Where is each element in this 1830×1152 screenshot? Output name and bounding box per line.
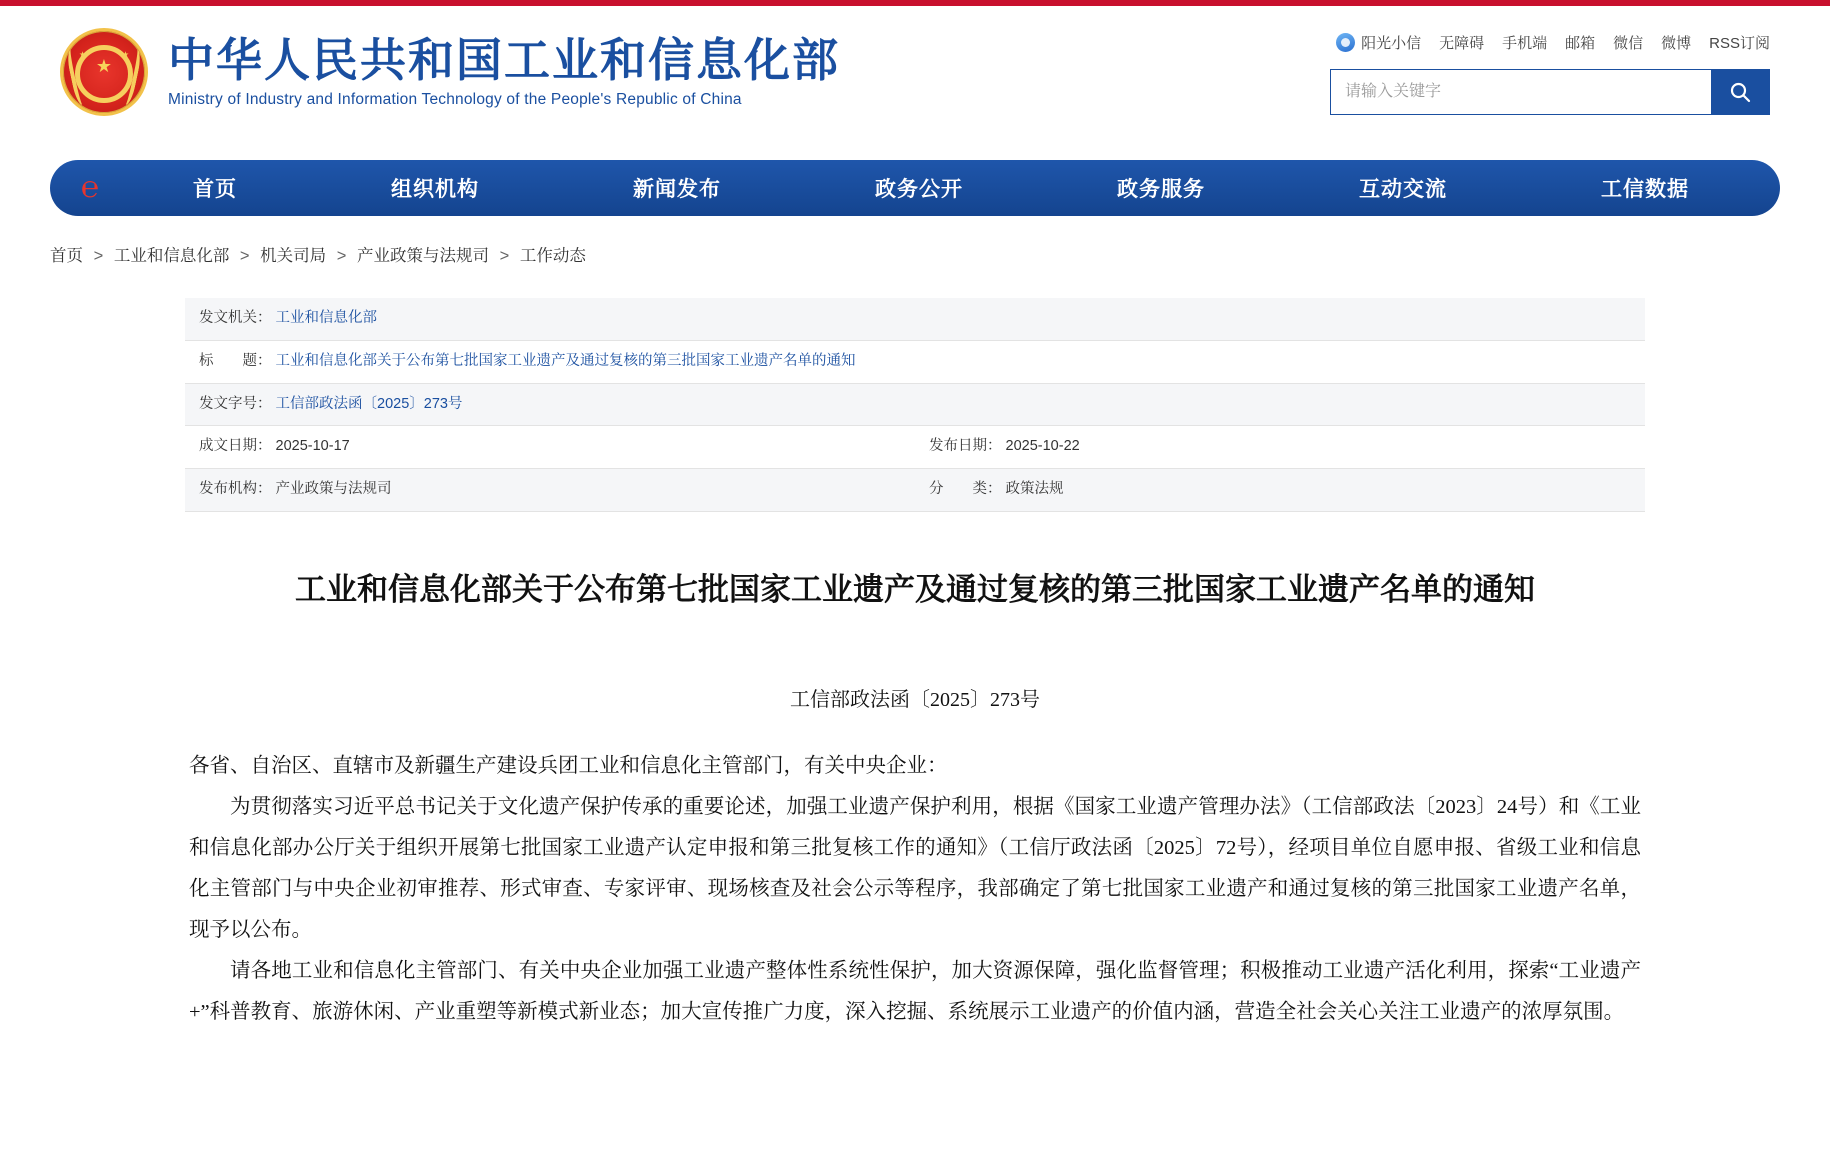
document-meta-table: [185, 298, 1645, 512]
document-paragraph-2: 请各地工业和信息化主管部门、有关中央企业加强工业遗产整体性系统性保护，加大资源保障，强化监督管理；积极推动工业遗产活化利用，探索“工业遗产+”科普教育、旅游休闲、产业重塑等新模式新业态；加大宣传推广力度，深入挖掘、系统展示工业遗产的价值内涵，营造全社会关心关注工业遗产的浓厚氛围。: [189, 960, 1641, 1024]
page-content: [0, 298, 1830, 1033]
meta-value-doc-number[interactable]: 工信部政法函〔2025〕273号: [275, 395, 463, 412]
table-row: [185, 426, 1645, 469]
top-link-mobile[interactable]: 手机端: [1502, 35, 1548, 52]
breadcrumb-item-policy-dept[interactable]: 产业政策与法规司: [356, 247, 489, 265]
top-link-weibo[interactable]: 微博: [1661, 35, 1692, 52]
nav-item-data[interactable]: 工信数据: [1601, 178, 1689, 201]
top-link-wechat[interactable]: 微信: [1613, 35, 1644, 52]
emblem-star-small-icon: ★: [121, 50, 129, 59]
meta-label-written-date: 成文日期：: [199, 438, 272, 455]
search-button[interactable]: [1711, 70, 1769, 114]
meta-value-issuing-agency[interactable]: 工业和信息化部: [275, 310, 378, 326]
meta-label-issuing-agency: 发文机关：: [199, 310, 272, 326]
site-title-cn: 中华人民共和国工业和信息化部: [168, 35, 840, 87]
breadcrumb-separator: >: [336, 247, 347, 265]
top-link-accessibility[interactable]: 无障碍: [1439, 35, 1485, 52]
search-icon: [1728, 80, 1752, 104]
breadcrumb-separator: >: [93, 247, 104, 265]
search-input[interactable]: [1331, 70, 1711, 114]
breadcrumb-item-work-updates[interactable]: 工作动态: [519, 247, 586, 265]
breadcrumb-item-departments[interactable]: 机关司局: [260, 247, 327, 265]
document-number: 工信部政法函〔2025〕273号: [790, 689, 1040, 712]
meta-value-written-date: 2025-10-17: [275, 438, 350, 455]
breadcrumb-item-home[interactable]: 首页: [50, 247, 83, 265]
site-brand[interactable]: [60, 28, 840, 116]
top-link-sunshine[interactable]: [1336, 32, 1421, 53]
meta-label-doc-number: 发文字号：: [199, 395, 272, 412]
nav-item-organization[interactable]: 组织机构: [391, 178, 479, 201]
meta-value-title[interactable]: 工业和信息化部关于公布第七批国家工业遗产及通过复核的第三批国家工业遗产名单的通知: [275, 352, 856, 369]
top-links: [1336, 32, 1770, 53]
emblem-gear-icon: [75, 45, 133, 103]
table-row: [185, 383, 1645, 426]
nav-item-government-affairs[interactable]: 政务公开: [875, 178, 963, 201]
table-row: [185, 340, 1645, 383]
main-nav-wrap: [0, 160, 1830, 216]
meta-label-publisher: 发布机构：: [199, 481, 272, 497]
meta-label-title: 标 题：: [199, 352, 272, 369]
breadcrumb-item-miit[interactable]: 工业和信息化部: [113, 247, 230, 265]
table-row: [185, 469, 1645, 512]
top-link-mail[interactable]: 邮箱: [1565, 35, 1596, 52]
document-paragraph-1: 为贯彻落实习近平总书记关于文化遗产保护传承的重要论述，加强工业遗产保护利用，根据《国家工业遗产管理办法》（工信部政法〔2023〕24号）和《工业和信息化部办公厅关于组织开展第七批国家工业遗产认定申报和第三批复核工作的通知》（工信厅政法函〔2025〕72号），经项目单位自愿申报、省级工业和信息化主管部门与中央企业初审推荐、形式审查、专家评审、现场核查及社会公示等程序，我部确定了第七批国家工业遗产和通过复核的第三批国家工业遗产名单，现予以公布。: [189, 796, 1641, 942]
meta-label-category: 分 类：: [929, 481, 1002, 497]
meta-value-publish-date: 2025-10-22: [1005, 438, 1080, 455]
nav-item-government-services[interactable]: 政务服务: [1117, 178, 1205, 201]
meta-value-publisher: 产业政策与法规司: [275, 481, 392, 497]
main-nav: [50, 160, 1780, 216]
national-emblem-icon: [60, 28, 148, 116]
nav-item-interaction[interactable]: 互动交流: [1359, 178, 1447, 201]
sun-badge-icon: [1336, 33, 1355, 52]
document-body: [185, 746, 1645, 1033]
top-link-sunshine-label: 阳光小信: [1361, 35, 1422, 52]
nav-item-news[interactable]: 新闻发布: [633, 178, 721, 201]
top-link-rss[interactable]: RSS订阅: [1709, 35, 1770, 52]
breadcrumb: [0, 216, 1830, 276]
miit-e-logo-icon: ℮: [80, 171, 99, 204]
emblem-star-small-icon: ★: [79, 50, 87, 59]
meta-value-category: 政策法规: [1005, 481, 1064, 497]
table-row: [185, 298, 1645, 340]
site-header: [0, 0, 1830, 160]
nav-item-home[interactable]: 首页: [193, 178, 237, 201]
breadcrumb-separator: >: [499, 247, 510, 265]
page-title: 工业和信息化部关于公布第七批国家工业遗产及通过复核的第三批国家工业遗产名单的通知: [295, 571, 1535, 607]
meta-label-publish-date: 发布日期：: [929, 438, 1002, 455]
emblem-star-icon: ★: [95, 56, 113, 76]
search-box[interactable]: [1330, 69, 1770, 115]
document-paragraph-salutation: 各省、自治区、直辖市及新疆生产建设兵团工业和信息化主管部门，有关中央企业：: [189, 755, 948, 778]
breadcrumb-separator: >: [239, 247, 250, 265]
site-title-en: Ministry of Industry and Information Technology of the People's Republic of China: [168, 90, 742, 108]
